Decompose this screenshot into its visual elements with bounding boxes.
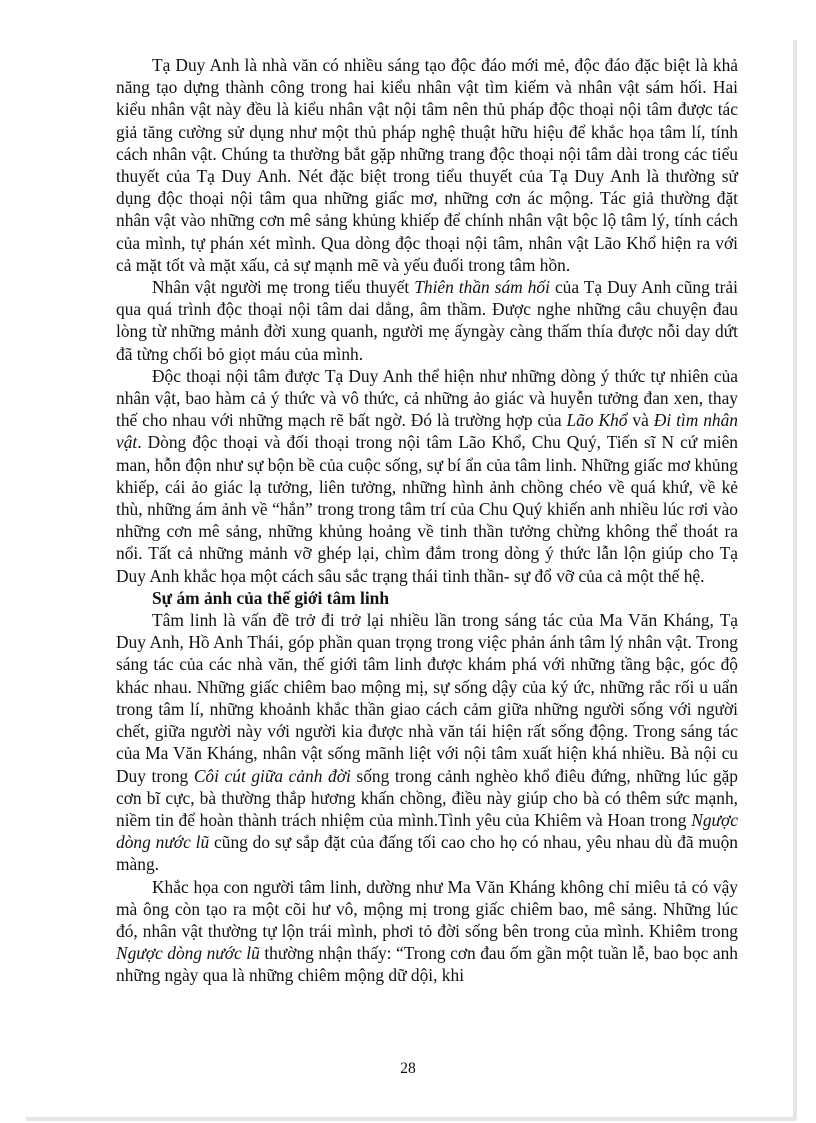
work-title-lao-kho: Lão Khổ (566, 410, 628, 431)
section-heading-text: Sự ám ảnh của thế giới tâm linh (152, 587, 389, 608)
paragraph-3 (116, 365, 738, 587)
page-shadow-right (793, 40, 797, 1120)
section-heading (116, 587, 738, 609)
page-shadow-bottom (26, 1117, 797, 1121)
paragraph-1-text: Tạ Duy Anh là nhà văn có nhiều sáng tạo độc đáo mới mẻ, độc đáo đặc biệt là khả năng tạo dựng thành công trong hai kiểu nhân vật tìm kiếm và nhân vật sám hối. Hai kiểu nhân vật này đều là kiểu nhân vật nội tâm nên thủ pháp độc thoại nội tâm được tác giả tăng cường sử dụng như một thủ pháp nghệ thuật hữu hiệu để khắc họa tâm lí, tính cách nhân vật. Chúng ta thường bắt gặp những trang độc thoại nội tâm dài trong các tiểu thuyết của Tạ Duy Anh. Nét đặc biệt trong tiểu thuyết của Tạ Duy Anh là thường sử dụng độc thoại nội tâm qua những giấc mơ, những cơn ác mộng. Tác giả thường đặt nhân vật vào những cơn mê sảng khủng khiếp để chính nhân vật bộc lộ tâm lý, tính cách của mình, tự phán xét mình. Qua dòng độc thoại nội tâm, nhân vật Lão Khổ hiện ra với cả mặt tốt và mặt xấu, cả sự mạnh mẽ và yếu đuối trong tâm hồn. (116, 55, 738, 275)
paragraph-5-text-b: thường nhận thấy: “Trong cơn đau ốm gần một tuần lễ, bao bọc anh những ngày qua là những chiêm mộng dữ dội, khi (116, 943, 738, 986)
work-title-nguoc-dong-nuoc-lu: Ngược dòng nước lũ (116, 809, 738, 853)
work-title-thien-than-sam-hoi: Thiên thần sám hối (414, 277, 550, 298)
paragraph-2 (116, 276, 738, 365)
paragraph-3-text-c: . Dòng độc thoại và đối thoại trong nội tâm Lão Khổ, Chu Quý, Tiến sĩ N cứ miên man, hỗn độn như sự bộn bề của cuộc sống, sự bí ẩn của tâm linh. Những giấc mơ khủng khiếp, cái ảo giác lạ tưởng, liên tưởng, những hình ảnh chồng chéo về quá khứ, về kẻ thù, những ám ảnh về “hắn” trong trong tâm trí của Chu Quý khiến anh nhiều lúc rơi vào những cơn mê sảng, những khủng hoảng về tinh thần tưởng chừng không thể thoát ra nổi. Tất cả những mảnh vỡ ghép lại, chìm đắm trong dòng ý thức lẫn lộn giúp cho Tạ Duy Anh khắc họa một cách sâu sắc trạng thái tinh thần- sự đổ vỡ của cả một thế hệ. (116, 432, 738, 586)
paragraph-2-text-a: Nhân vật người mẹ trong tiểu thuyết (152, 277, 415, 298)
paragraph-4-text-a: Tâm linh là vấn đề trở đi trở lại nhiều lần trong sáng tác của Ma Văn Kháng, Tạ Duy Anh, Hồ Anh Thái, góp phần quan trọng trong việc phản ánh tâm lý nhân vật. Trong sáng tác của các nhà văn, thế giới tâm linh được khám phá với những tầng bậc, góc độ khác nhau. Những giấc chiêm bao mộng mị, sự sống dậy của ký ức, những rắc rối u uẩn trong tâm lí, những khoảnh khắc thần giao cách cảm giữa những người sống với người chết, giữa người này với người kia được nhà văn tái hiện rất sống động. Trong sáng tác của Ma Văn Kháng, nhân vật sống mãnh liệt với nội tâm xuất hiện khá nhiều. Bà nội cu Duy trong (116, 610, 738, 786)
document-body (116, 54, 738, 987)
work-title-nguoc-dong-nuoc-lu-2: Ngược dòng nước lũ (116, 943, 260, 964)
work-title-coi-cut-giua-canh-doi: Côi cút giữa cảnh đời (193, 765, 351, 786)
paragraph-4-text-c: cũng do sự sắp đặt của đấng tối cao cho họ có nhau, yêu nhau dù đã muộn màng. (116, 832, 739, 875)
work-title-di-tim-nhan-vat: Đi tìm nhân vật (116, 410, 739, 453)
paragraph-5-text-a: Khắc họa con người tâm linh, dường như Ma Văn Kháng không chỉ miêu tả có vậy mà ông còn tạo ra một cõi hư vô, mộng mị trong giấc chiêm bao, mê sảng. Những lúc đó, nhân vật thường tự lộn trái mình, phơi tỏ đời sống bên trong của mình. Khiêm trong (116, 876, 738, 941)
paragraph-1 (116, 54, 738, 276)
page-number: 28 (400, 1060, 416, 1077)
paragraph-2-text-b: của Tạ Duy Anh cũng trải qua quá trình độc thoại nội tâm dai dẳng, âm thầm. Được nghe những câu chuyện đau lòng từ những mảnh đời xung quanh, người mẹ ấyngày càng thấm thía được nỗi day dứt đã từng chối bỏ giọt máu của mình. (116, 277, 738, 364)
paragraph-4 (116, 609, 738, 875)
paragraph-5 (116, 876, 738, 987)
paragraph-3-text-a: Độc thoại nội tâm được Tạ Duy Anh thể hiện như những dòng ý thức tự nhiên của nhân vật, bao hàm cả ý thức và vô thức, cả những ảo giác và huyễn tưởng đan xen, thay thế cho nhau với những mạch rẽ bất ngờ. Đó là trường hợp của (116, 365, 738, 431)
paragraph-4-text-b: sống trong cảnh nghèo khổ điêu đứng, những lúc gặp cơn bĩ cực, bà thường thắp hương khấn chồng, điều này giúp cho bà có thêm sức mạnh, niềm tin để hoàn thành trách nhiệm của mình.Tình yêu của Khiêm và Hoan trong (116, 765, 738, 830)
paragraph-3-text-b: và (627, 410, 654, 431)
